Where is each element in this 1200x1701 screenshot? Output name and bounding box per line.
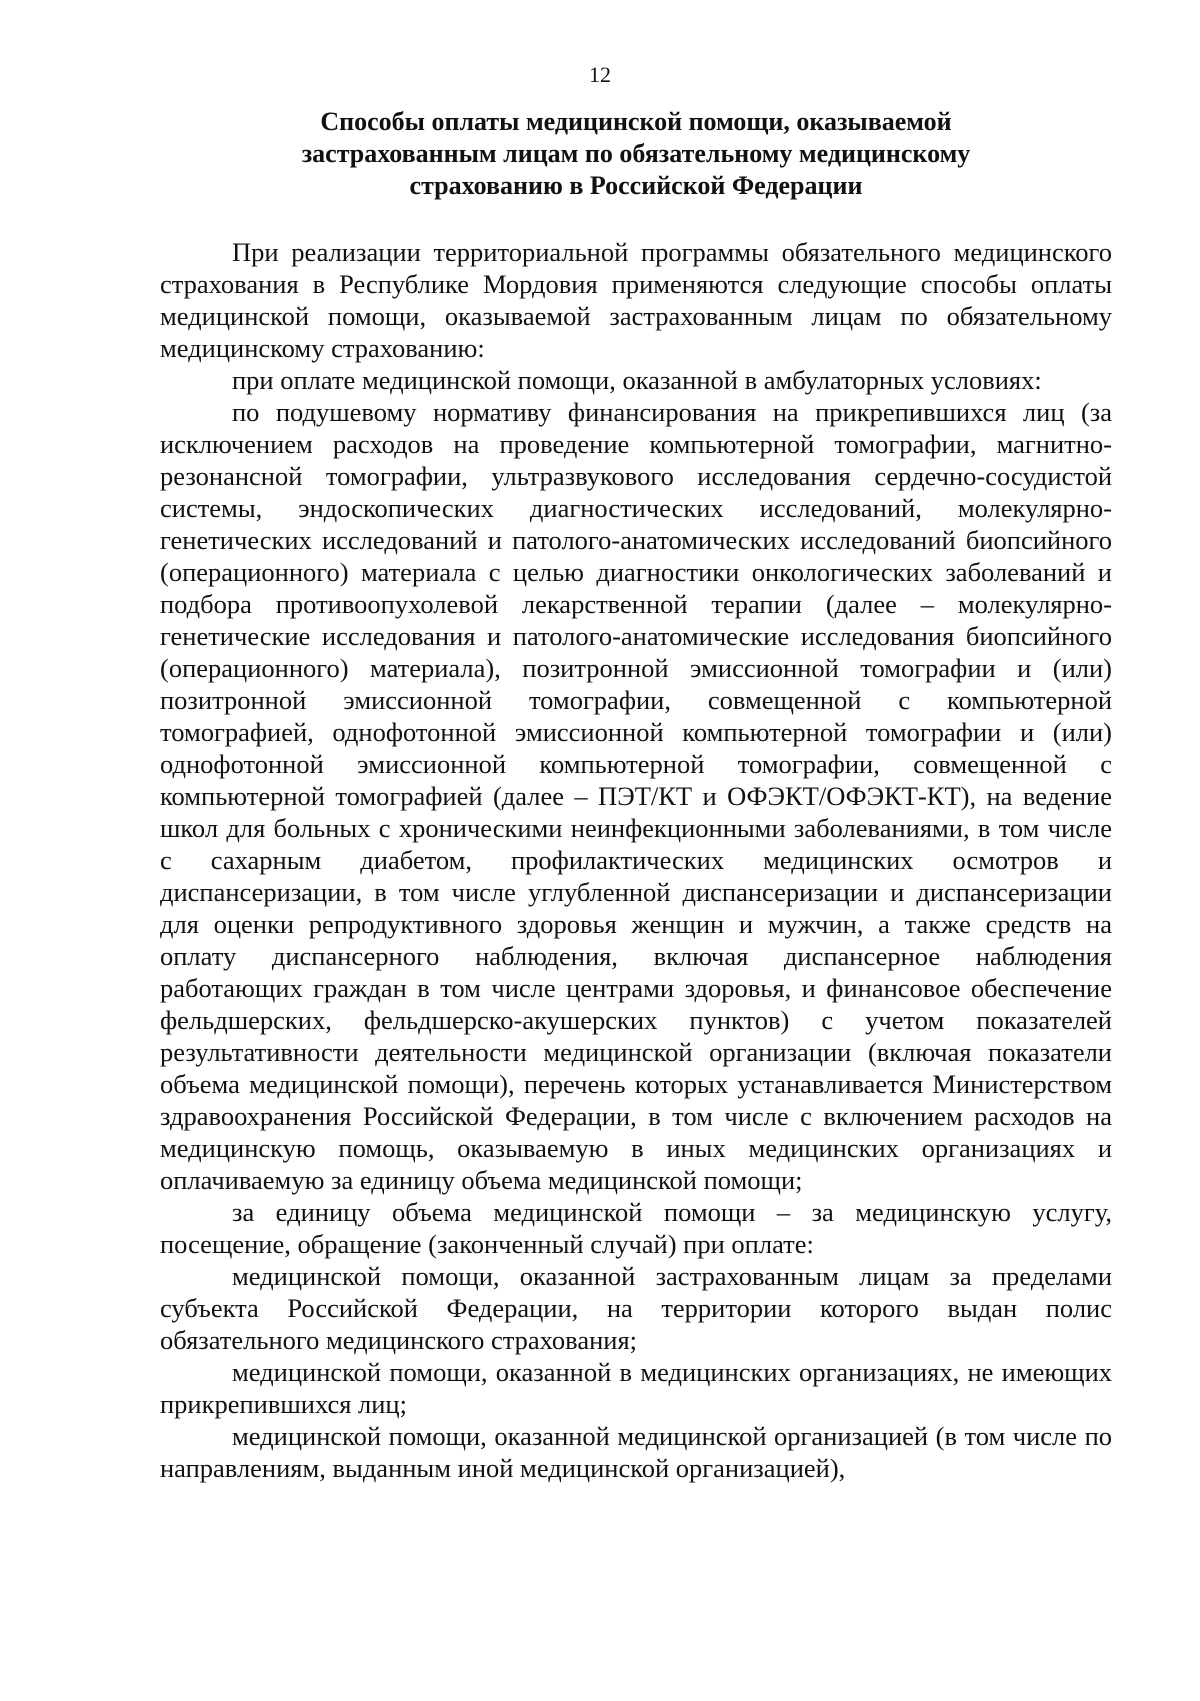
body-paragraph: по подушевому нормативу финансирования на прикрепившихся лиц (за исключением расходов на проведение компьютерной томографии, магнитно-резонансной томографии, ультразвукового исследования сердечно-сосудистой системы, эндоскопических диагностических исследований, молекулярно-генетических исследований и патолого-анатомических исследований биопсийного (операционного) материала с целью диагностики онкологических заболеваний и подбора противоопухолевой лекарственной терапии (далее – молекулярно-генетические исследования и патолого-анатомические исследования биопсийного (операционного) материала), позитронной эмиссионной томографии и (или) позитронной эмиссионной томографии, совмещенной с компьютерной томографией, однофотонной эмиссионной компьютерной томографии и (или) однофотонной эмиссионной компьютерной томографии, совмещенной с компьютерной томографией (далее – ПЭТ/КТ и ОФЭКТ/ОФЭКТ-КТ), на ведение школ для больных с хроническими неинфекционными заболеваниями, в том числе с сахарным диабетом, профилактических медицинских осмотров и диспансеризации, в том числе углубленной диспансеризации и диспансеризации для оценки репродуктивного здоровья женщин и мужчин, а также средств на оплату диспансерного наблюдения, включая диспансерное наблюдения работающих граждан в том числе центрами здоровья, и финансовое обеспечение фельдшерских, фельдшерско-акушерских пунктов) с учетом показателей результативности деятельности медицинской организации (включая показатели объема медицинской помощи), перечень которых устанавливается Министерством здравоохранения Российской Федерации, в том числе с включением расходов на медицинскую помощь, оказываемую в иных медицинских организациях и оплачиваемую за единицу объема медицинской помощи; <box>160 397 1112 1195</box>
title-line: застрахованным лицам по обязательному медицинскому <box>301 139 971 168</box>
body-paragraph: медицинской помощи, оказанной в медицинских организациях, не имеющих прикрепившихся лиц; <box>160 1357 1112 1419</box>
body-paragraph: медицинской помощи, оказанной медицинской организацией (в том числе по направлениям, выданным иной медицинской организацией), <box>160 1421 1112 1483</box>
body-paragraph: При реализации территориальной программы обязательного медицинского страхования в Республике Мордовия применяются следующие способы оплаты медицинской помощи, оказываемой застрахованным лицам по обязательному медицинскому страхованию: <box>160 237 1112 363</box>
title-line: страхованию в Российской Федерации <box>409 171 863 200</box>
title-line: Способы оплаты медицинской помощи, оказываемой <box>320 107 952 136</box>
page-number: 12 <box>589 62 611 87</box>
document-title <box>160 106 1112 202</box>
document-body <box>160 236 1112 1484</box>
body-paragraph: за единицу объема медицинской помощи – за медицинскую услугу, посещение, обращение (законченный случай) при оплате: <box>160 1197 1112 1259</box>
body-paragraph: медицинской помощи, оказанной застрахованным лицам за пределами субъекта Российской Федерации, на территории которого выдан полис обязательного медицинского страхования; <box>160 1261 1112 1355</box>
body-paragraph: при оплате медицинской помощи, оказанной в амбулаторных условиях: <box>232 365 1042 395</box>
